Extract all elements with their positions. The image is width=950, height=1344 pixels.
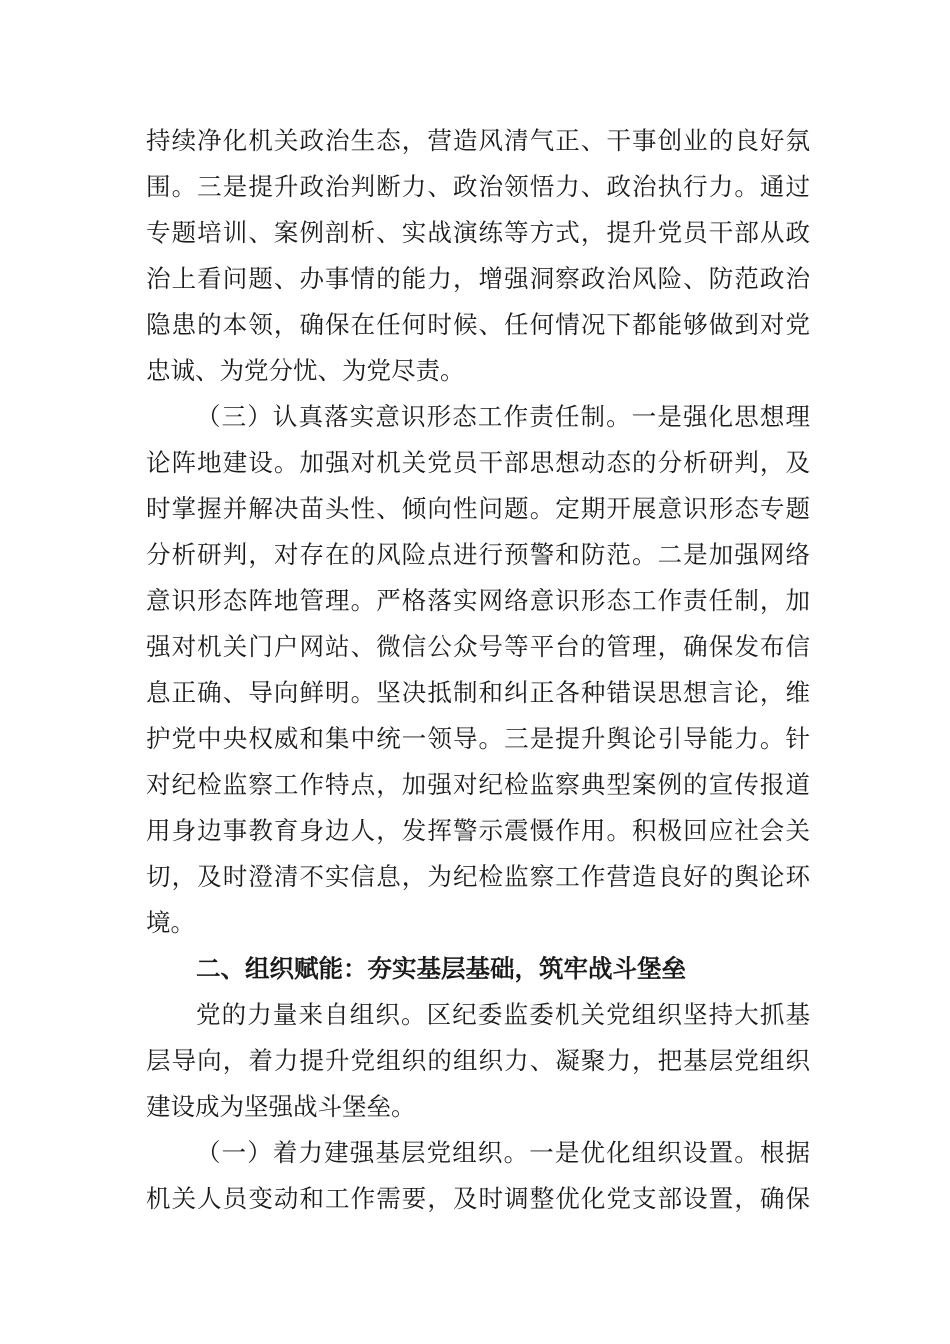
body-text-line: 强对机关门户网站、微信公众号等平台的管理，确保发布信 bbox=[146, 632, 810, 661]
body-text-line: 用身边事教育身边人，发挥警示震慑作用。积极回应社会关 bbox=[146, 816, 810, 845]
body-text-line: 建设成为坚强战斗堡垒。 bbox=[146, 1092, 416, 1121]
body-text-line: 护党中央权威和集中统一领导。三是提升舆论引导能力。针 bbox=[146, 724, 810, 753]
section-heading-line: （三）认真落实意识形态工作责任制。一是强化思想理 bbox=[196, 402, 810, 431]
body-text-line: 对纪检监察工作特点，加强对纪检监察典型案例的宣传报道 bbox=[146, 770, 810, 799]
body-text-line: 切，及时澄清不实信息，为纪检监察工作营造良好的舆论环 bbox=[146, 862, 810, 891]
chapter-heading: 二、组织赋能：夯实基层基础，筑牢战斗堡垒 bbox=[196, 954, 686, 983]
body-text-line: 机关人员变动和工作需要，及时调整优化党支部设置，确保 bbox=[146, 1184, 810, 1213]
body-text-line: 境。 bbox=[146, 908, 195, 937]
body-text-line: 分析研判，对存在的风险点进行预警和防范。二是加强网络 bbox=[146, 540, 810, 569]
body-text-line: 论阵地建设。加强对机关党员干部思想动态的分析研判，及 bbox=[146, 448, 810, 477]
body-text-line: 围。三是提升政治判断力、政治领悟力、政治执行力。通过 bbox=[146, 172, 810, 201]
body-text-line: 意识形态阵地管理。严格落实网络意识形态工作责任制，加 bbox=[146, 586, 810, 615]
body-text-line: 党的力量来自组织。区纪委监委机关党组织坚持大抓基 bbox=[196, 1000, 810, 1029]
body-text-line: 治上看问题、办事情的能力，增强洞察政治风险、防范政治 bbox=[146, 264, 810, 293]
body-text-line: 层导向，着力提升党组织的组织力、凝聚力，把基层党组织 bbox=[146, 1046, 810, 1075]
body-text-line: 忠诚、为党分忧、为党尽责。 bbox=[146, 356, 465, 385]
section-heading-line: （一）着力建强基层党组织。一是优化组织设置。根据 bbox=[196, 1138, 810, 1167]
body-text-line: 专题培训、案例剖析、实战演练等方式，提升党员干部从政 bbox=[146, 218, 810, 247]
body-text-line: 隐患的本领，确保在任何时候、任何情况下都能够做到对党 bbox=[146, 310, 810, 339]
body-text-line: 息正确、导向鲜明。坚决抵制和纠正各种错误思想言论，维 bbox=[146, 678, 810, 707]
body-text-line: 持续净化机关政治生态，营造风清气正、干事创业的良好氛 bbox=[146, 126, 810, 155]
body-text-line: 时掌握并解决苗头性、倾向性问题。定期开展意识形态专题 bbox=[146, 494, 810, 523]
